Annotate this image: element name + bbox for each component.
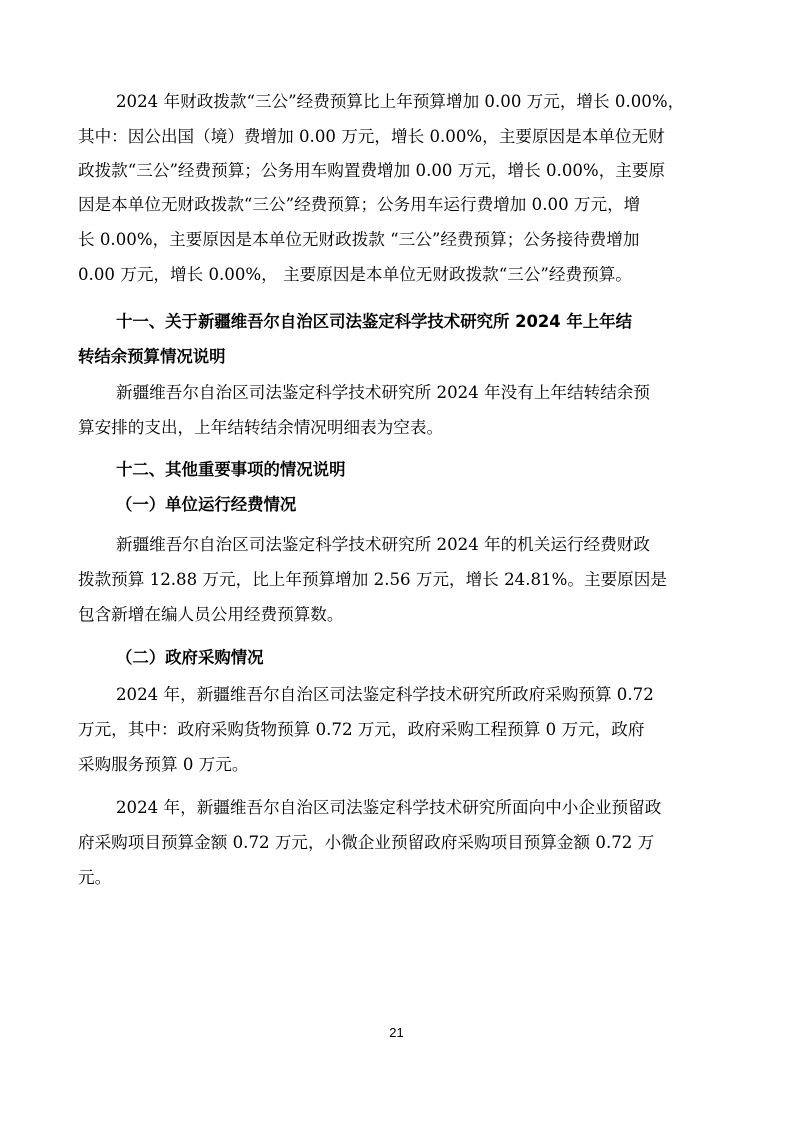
text-line: 算安排的支出，上年结转结余情况明细表为空表。 <box>78 418 444 437</box>
subsection-heading: （二）政府采购情况 <box>116 648 264 667</box>
section-heading: 转结余预算情况说明 <box>78 347 226 366</box>
subsection-heading: （一）单位运行经费情况 <box>116 495 297 514</box>
text-line: 包含新增在编人员公用经费预算数。 <box>78 605 344 624</box>
text-line: 2024 年，新疆维吾尔自治区司法鉴定科学技术研究所政府采购预算 0.72 <box>116 685 654 704</box>
text-line: 新疆维吾尔自治区司法鉴定科学技术研究所 2024 年的机关运行经费财政 <box>116 535 650 554</box>
text-line: 2024 年，新疆维吾尔自治区司法鉴定科学技术研究所面向中小企业预留政 <box>116 798 662 817</box>
page-number: 21 <box>389 1025 404 1040</box>
text-line: 因是本单位无财政拨款“三公”经费预算；公务用车运行费增加 0.00 万元，增 <box>78 195 641 214</box>
text-line: 拨款预算 12.88 万元，比上年预算增加 2.56 万元，增长 24.81%。主要原因是 <box>78 570 667 589</box>
text-line: 政拨款“三公”经费预算；公务用车购置费增加 0.00 万元，增长 0.00%，主要原 <box>78 161 666 180</box>
text-line: 2024 年财政拨款“三公”经费预算比上年预算增加 0.00 万元，增长 0.00%， <box>116 92 685 111</box>
text-line: 其中：因公出国（境）费增加 0.00 万元，增长 0.00%，主要原因是本单位无财 <box>78 127 665 146</box>
text-line: 府采购项目预算金额 0.72 万元，小微企业预留政府采购项目预算金额 0.72 万 <box>78 833 655 852</box>
text-line: 0.00 万元，增长 0.00%， 主要原因是本单位无财政拨款“三公”经费预算。 <box>78 265 632 284</box>
text-line: 长 0.00%，主要原因是本单位无财政拨款 “三公”经费预算；公务接待费增加 <box>78 230 640 249</box>
section-heading: 十二、其他重要事项的情况说明 <box>116 460 346 479</box>
text-line: 元。 <box>78 868 112 887</box>
section-heading: 十一、关于新疆维吾尔自治区司法鉴定科学技术研究所 2024 年上年结 <box>116 312 632 331</box>
text-line: 万元，其中：政府采购货物预算 0.72 万元，政府采购工程预算 0 万元，政府 <box>78 720 645 739</box>
text-line: 采购服务预算 0 万元。 <box>78 755 249 774</box>
text-line: 新疆维吾尔自治区司法鉴定科学技术研究所 2024 年没有上年结转结余预 <box>116 383 650 402</box>
